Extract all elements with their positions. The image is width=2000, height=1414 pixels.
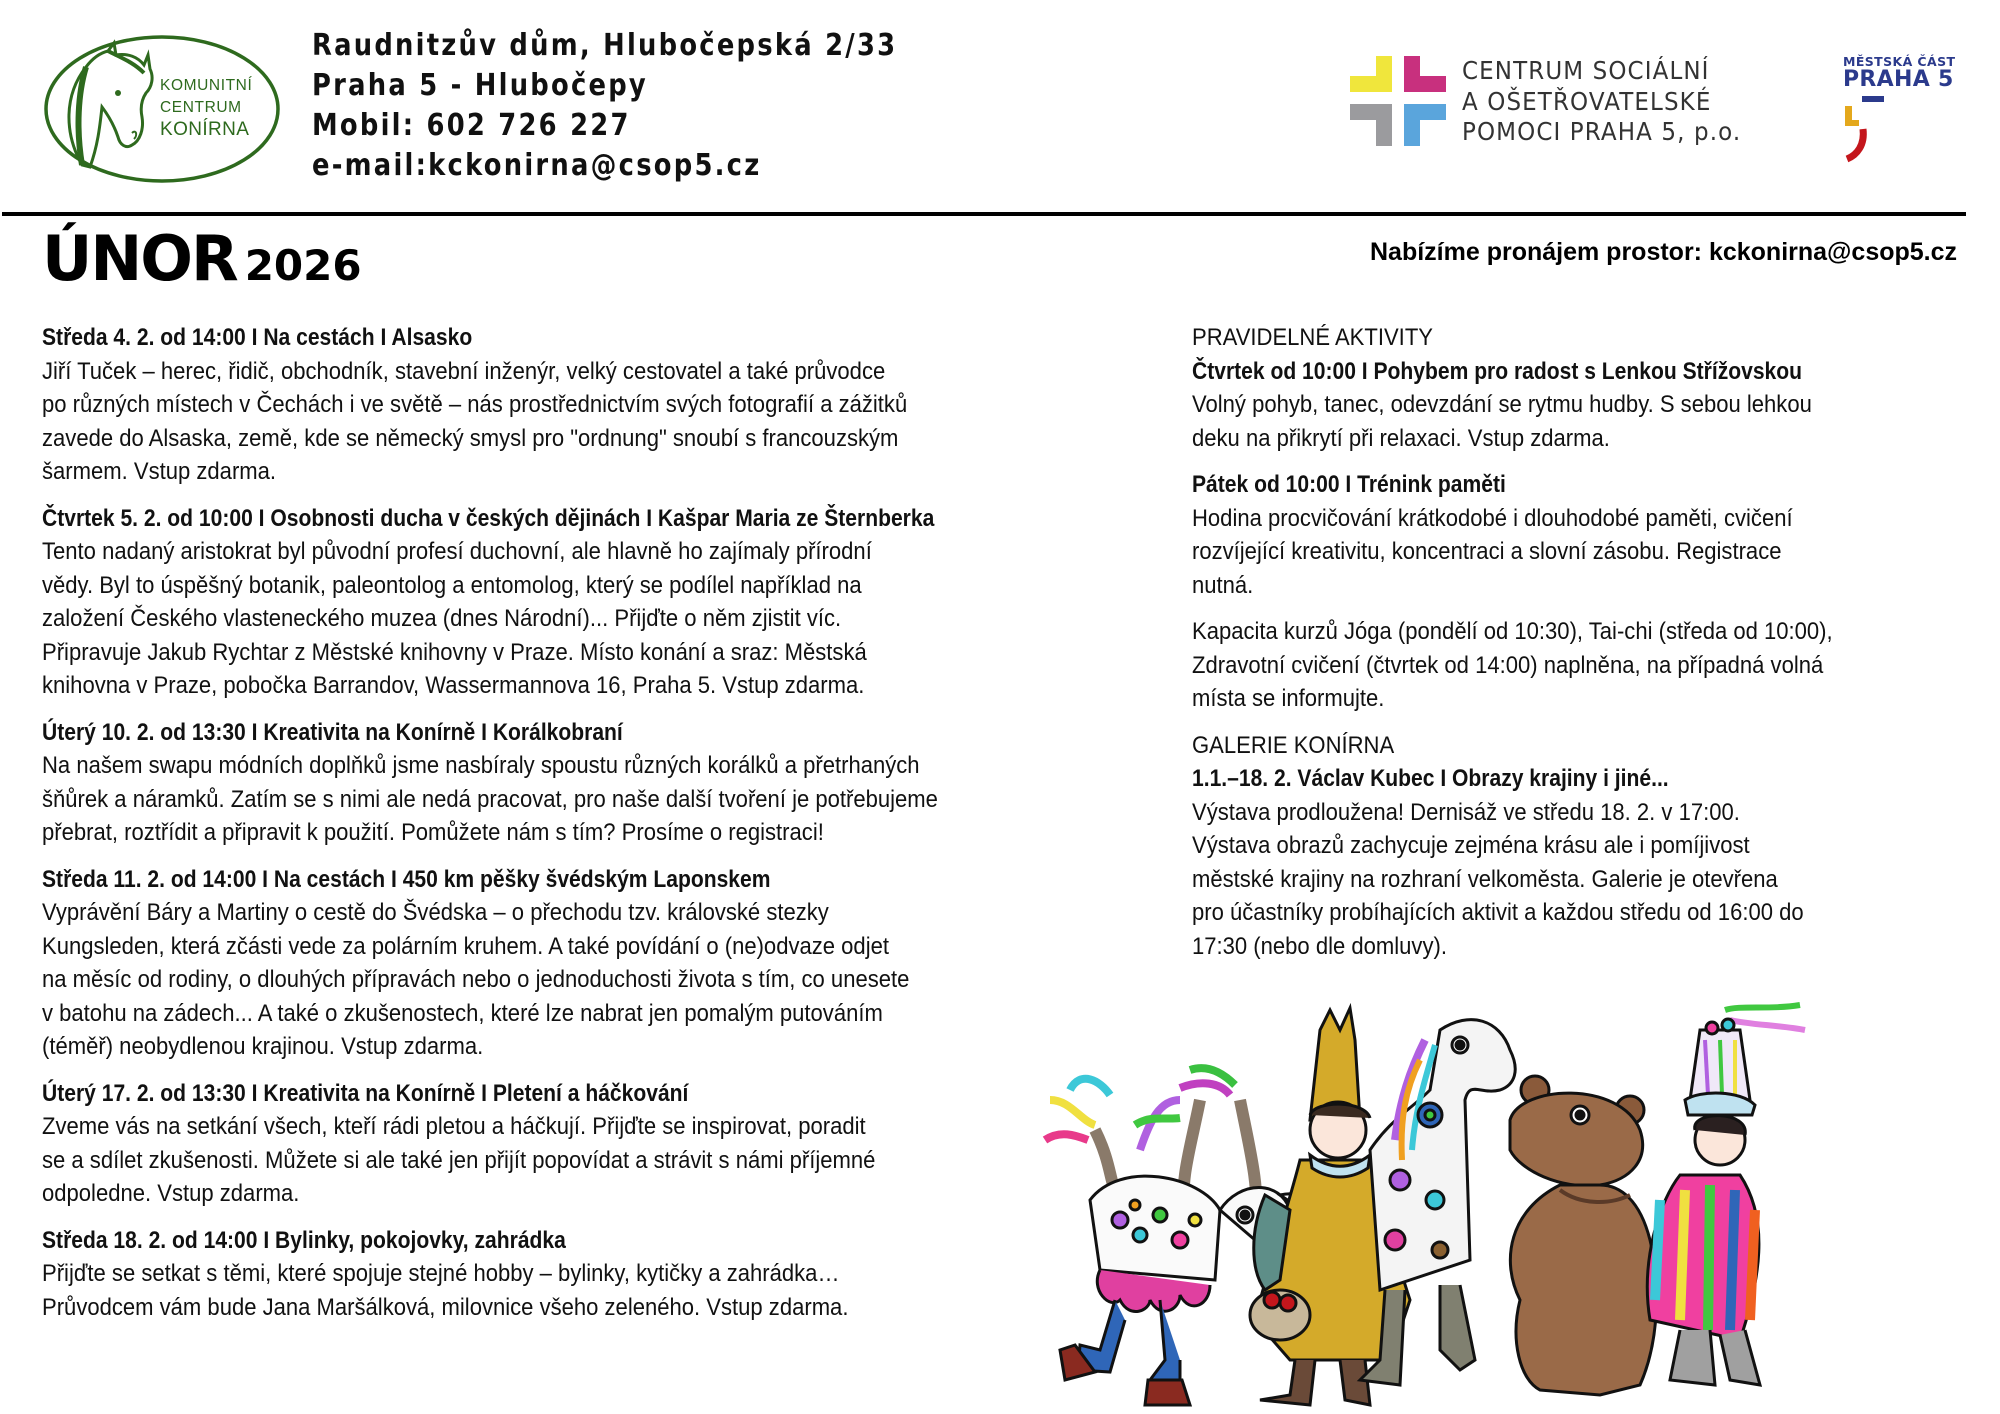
events-column [42,321,1202,1337]
masopust-figures-image [1040,1000,2000,1414]
header-divider [2,212,1966,216]
event-body-line: šarmem. Vstup zdarma. [42,458,277,485]
white-horse-figure [1360,1020,1515,1385]
praha5-name: PRAHA 5 [1843,67,1954,92]
event-heading: Středa 4. 2. od 14:00 I Na cestách I Alsasko [42,324,473,351]
csop-line-2: A OŠETŘOVATELSKÉ [1462,86,1712,116]
praha5-district-label: MĚSTSKÁ ČÁST [1843,54,1956,69]
logo-line-1: KOMUNITNÍ [160,77,253,94]
gallery-body-line: 17:30 (nebo dle domluvy). [1192,932,1447,960]
activity-body-line: nutná. [1192,571,1254,599]
contact-address-block [312,26,993,186]
event-heading: Středa 18. 2. od 14:00 I Bylinky, pokojovky, zahrádka [42,1226,566,1254]
event-body-line: Zveme vás na setkání všech, kteří rádi pletou a háčkují. Přijďte se inspirovat, poradit [42,1113,866,1140]
konirna-logo [42,33,282,185]
address-email[interactable]: e-mail:kckonirna@csop5.cz [312,148,762,183]
event-body-line: v batohu na zádech... A také o zkušenostech, které lze nabrat jen pomalým putováním [42,999,883,1027]
capacity-note-line: místa se informujte. [1192,685,1385,712]
event-item [42,716,1202,850]
event-body-line: Na našem swapu módních doplňků jsme nasbíraly spoustu různých korálků a přetrhaných [42,752,920,779]
address-district: Praha 5 - Hlubočepy [312,68,648,103]
logo-text [160,75,252,141]
event-body-line: Vyprávění Báry a Martiny o cestě do Švédska – o přechodu tzv. královské stezky [42,899,829,926]
praha5-logo [1843,54,1956,165]
event-item [42,863,1202,1064]
event-body-line: Tento nadaný aristokrat byl původní profesí duchovní, ale hlavně ho zajímaly přírodní [42,538,872,565]
event-heading: Středa 11. 2. od 14:00 I Na cestách I 450 km pěšky švédským Laponskem [42,865,771,893]
brown-bear-figure [1510,1076,1657,1395]
event-heading: Úterý 17. 2. od 13:30 I Kreativita na Konírně I Pletení a háčkování [42,1079,689,1107]
event-body-line: se a sdílet zkušenosti. Můžete si ale také jen přijít popovídat a strávit s námi příjemné [42,1146,876,1174]
event-body-line: Kungsleden, která zčásti vede za polárním kruhem. A také povídání o (ne)odvaze odjet [42,932,889,960]
event-item [42,1224,1202,1325]
activity-body-line: deku na přikrytí při relaxaci. Vstup zdarma. [1192,424,1610,452]
address-street: Raudnitzův dům, Hlubočepská 2/33 [312,28,898,63]
event-body-line: přebrat, roztřídit a připravit k použití. Pomůžete nám s tím? Prosíme o registraci! [42,819,824,846]
address-phone: Mobil: 602 726 227 [312,108,631,143]
gallery-body-line: pro účastníky probíhajících aktivit a každou středu od 16:00 do [1192,899,1804,926]
activity-heading: Čtvrtek od 10:00 I Pohybem pro radost s Lenkou Střížovskou [1192,357,1803,385]
event-item [42,1077,1202,1211]
activity-heading: Pátek od 10:00 I Trénink paměti [1192,471,1506,498]
activity-body-line: rozvíjející kreativitu, koncentraci a slovní zásobu. Registrace [1192,538,1782,565]
event-heading: Úterý 10. 2. od 13:30 I Kreativita na Konírně I Korálkobraní [42,718,623,746]
event-body-line: založení Českého vlasteneckého muzea (dnes Národní)... Přijďte o něm zjistit víc. [42,605,842,632]
sidebar-column [1192,321,1992,976]
capacity-note-line: Zdravotní cvičení (čtvrtek od 14:00) naplněna, na případná volná [1192,651,1824,679]
event-body-line: Připravuje Jakub Rychtar z Městské knihovny v Praze. Místo konání a sraz: Městská [42,638,867,666]
event-body-line: Přijďte se setkat s těmi, které spojuje stejné hobby – bylinky, kytičky a zahrádka… [42,1260,840,1287]
praha5-mark-icon [1843,95,1903,165]
event-item [42,321,1202,489]
logo-line-2: CENTRUM [160,99,242,116]
event-body-line: na měsíc od rodiny, o dlouhých přípravách nebo o jednoduchosti života s tím, co unesete [42,966,910,993]
ribbon-costume-figure [1647,1005,1805,1385]
event-body-line: knihovna v Praze, pobočka Barrandov, Wassermannova 16, Praha 5. Vstup zdarma. [42,672,865,699]
capacity-note-line: Kapacita kurzů Jóga (pondělí od 10:30), Tai-chi (středa od 10:00), [1192,618,1833,645]
gallery-body-line: městské krajiny na rozhraní velkoměsta. Galerie je otevřena [1192,865,1778,893]
event-heading: Čtvrtek 5. 2. od 10:00 I Osobnosti ducha v českých dějinách I Kašpar Maria ze Šternberka [42,504,935,532]
event-item [42,502,1202,703]
regular-activity-item [1192,355,1992,456]
regular-activities-label: PRAVIDELNÉ AKTIVITY [1192,324,1433,351]
event-body-line: Jiří Tuček – herec, řidič, obchodník, stavební inženýr, velký cestovatel a také průvodce [42,357,886,385]
capacity-note [1192,615,1992,716]
activity-body-line: Volný pohyb, tanec, odevzdání se rytmu hudby. S sebou lehkou [1192,391,1812,418]
event-body-line: vědy. Byl to úspěšný botanik, paleontolog a entomolog, který se podílel například na [42,571,862,599]
event-body-line: po různých místech v Čechách i ve světě – nás prostřednictvím svých fotografií a zážitků [42,391,908,418]
month-name: ÚNOR [42,222,237,295]
gallery-item [1192,762,1992,963]
csop-cross-icon [1350,56,1446,146]
csop-line-3: POMOCI PRAHA 5, p.o. [1462,117,1742,146]
event-body-line: zavede do Alsaska, země, kde se německý smysl pro "ordnung" snoubí s francouzským [42,424,899,452]
gallery-body-line: Výstava obrazů zachycuje zejména krásu ale i pomíjivost [1192,832,1750,859]
regular-activity-item [1192,468,1992,602]
gallery-label: GALERIE KONÍRNA [1192,731,1395,759]
activity-body-line: Hodina procvičování krátkodobé i dlouhodobé paměti, cvičení [1192,504,1793,532]
gallery-heading: 1.1.–18. 2. Václav Kubec I Obrazy krajiny i jiné... [1192,765,1669,792]
event-body-line: Průvodcem vám bude Jana Maršálková, milovnice všeho zeleného. Vstup zdarma. [42,1293,849,1321]
gallery-body-line: Výstava prodloužena! Dernisáž ve středu 18. 2. v 17:00. [1192,798,1740,826]
rental-notice: Nabízíme pronájem prostor: kckonirna@csop5.cz [1370,238,1958,266]
csop-line-1: CENTRUM SOCIÁLNÍ [1462,56,1710,85]
event-body-line: šňůrek a náramků. Zatím se s nimi ale nedá pracovat, pro naše další tvoření je potřebujeme [42,785,938,813]
csop-logo-text [1462,56,1766,148]
event-body-line: (téměř) neobydlenou krajinou. Vstup zdarma. [42,1033,484,1060]
month-title [42,222,362,295]
carnival-illustration [1040,1000,2000,1414]
logo-line-3: KONÍRNA [160,119,250,140]
month-year: 2026 [244,241,362,290]
event-body-line: odpoledne. Vstup zdarma. [42,1180,300,1207]
